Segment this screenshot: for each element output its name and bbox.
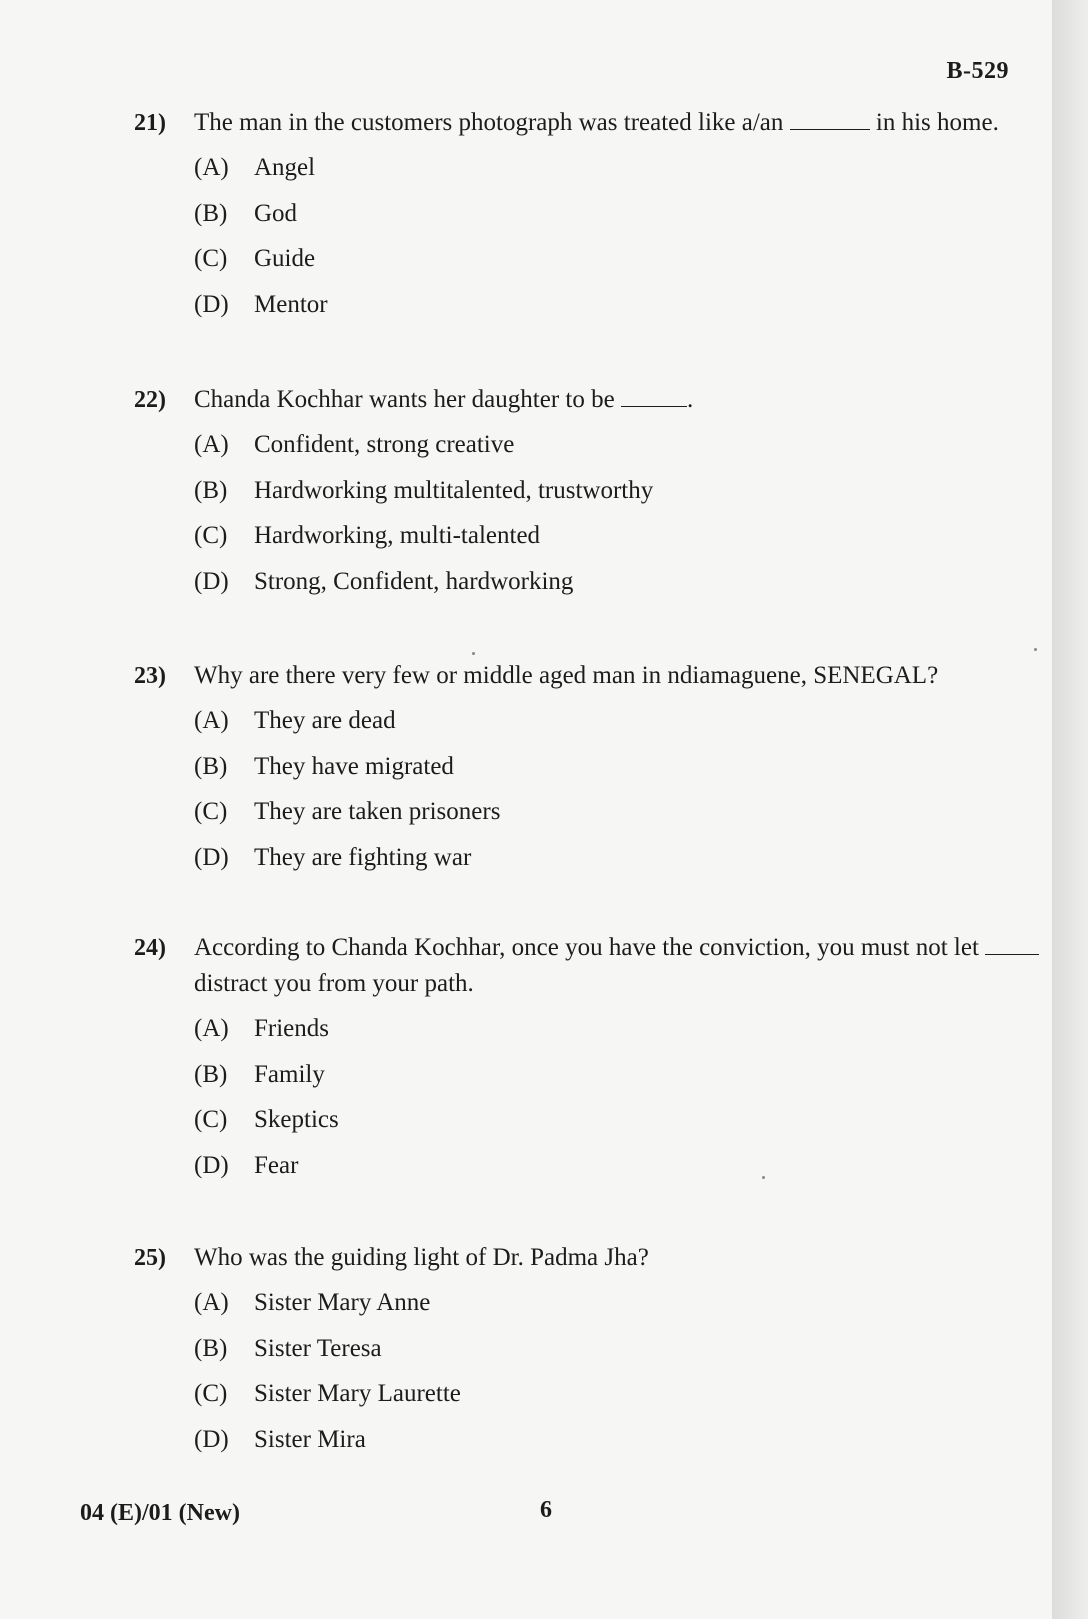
option-b — [194, 1331, 1049, 1377]
option-text: Fear — [254, 1151, 299, 1179]
option-letter: (A) — [194, 154, 229, 181]
option-text: They are taken prisoners — [254, 798, 501, 826]
options-list — [194, 150, 1049, 332]
question-number: 24) — [134, 935, 166, 961]
option-letter: (D) — [194, 1151, 229, 1179]
option-b — [194, 1057, 1049, 1103]
options-list — [194, 703, 1049, 885]
option-a — [194, 1011, 1049, 1057]
option-b — [194, 749, 1049, 795]
question-text — [194, 1240, 1049, 1276]
option-letter: (C) — [194, 798, 228, 826]
option-text: Guide — [254, 245, 316, 273]
option-text: Strong, Confident, hardworking — [254, 567, 574, 595]
option-text: Angel — [254, 154, 316, 181]
question-25 — [134, 1240, 1049, 1467]
option-letter: (D) — [194, 1425, 229, 1453]
question-number: 25) — [134, 1245, 166, 1271]
option-letter: (B) — [194, 752, 228, 780]
question-22 — [134, 382, 1049, 609]
option-d — [194, 287, 1049, 333]
page-number: 6 — [540, 1497, 552, 1523]
option-c — [194, 1376, 1049, 1422]
option-letter: (A) — [194, 707, 229, 734]
option-letter: (A) — [194, 431, 229, 458]
question-text — [194, 105, 1049, 141]
option-letter: (B) — [194, 476, 228, 504]
option-text: Sister Mira — [254, 1425, 366, 1453]
question-text-before: Who was the guiding light of Dr. Padma Jha? — [194, 1244, 649, 1271]
option-c — [194, 794, 1049, 840]
question-text-before: Chanda Kochhar wants her daughter to be — [194, 386, 621, 413]
question-23 — [134, 658, 1049, 885]
option-letter: (D) — [194, 567, 229, 595]
option-text: They are fighting war — [254, 843, 472, 871]
option-text: Mentor — [254, 290, 328, 318]
option-d — [194, 564, 1049, 610]
answer-blank — [621, 384, 687, 407]
answer-blank — [790, 107, 870, 130]
option-d — [194, 840, 1049, 886]
options-list — [194, 1011, 1049, 1193]
option-letter: (C) — [194, 245, 228, 273]
answer-blank — [985, 932, 1039, 955]
option-letter: (A) — [194, 1015, 229, 1042]
option-text: Hardworking, multi-talented — [254, 522, 541, 550]
option-d — [194, 1148, 1049, 1194]
option-letter: (B) — [194, 199, 228, 227]
option-b — [194, 473, 1049, 519]
question-stem — [134, 658, 1049, 694]
option-text: They are dead — [254, 707, 396, 734]
option-a — [194, 703, 1049, 749]
question-text-after: distract you from your path. — [194, 970, 474, 997]
option-text: Sister Mary Anne — [254, 1289, 431, 1316]
question-text-before: The man in the customers photograph was treated like a/an — [194, 109, 790, 136]
question-text-before: Why are there very few or middle aged man in ndiamaguene, SENEGAL? — [194, 662, 939, 689]
option-text: God — [254, 199, 298, 227]
question-stem — [134, 930, 1049, 1002]
option-letter: (C) — [194, 1380, 228, 1408]
option-text: Confident, strong creative — [254, 431, 515, 458]
question-stem — [134, 105, 1049, 141]
page-edge-shadow — [1052, 0, 1088, 1619]
option-letter: (B) — [194, 1060, 228, 1088]
option-a — [194, 150, 1049, 196]
question-stem — [134, 1240, 1049, 1276]
option-text: Sister Mary Laurette — [254, 1380, 461, 1408]
question-21 — [134, 105, 1049, 332]
option-text: Friends — [254, 1015, 329, 1042]
option-text: Skeptics — [254, 1106, 339, 1134]
option-letter: (C) — [194, 1106, 228, 1134]
option-letter: (D) — [194, 843, 229, 871]
option-d — [194, 1422, 1049, 1468]
question-text-after: in his home. — [869, 109, 999, 136]
option-c — [194, 241, 1049, 287]
option-letter: (C) — [194, 522, 228, 550]
question-stem — [134, 382, 1049, 418]
option-letter: (D) — [194, 290, 229, 318]
option-text: They have migrated — [254, 752, 454, 780]
scan-speck — [1034, 648, 1037, 651]
paper-code: 04 (E)/01 (New) — [80, 1500, 240, 1526]
page-code: B-529 — [946, 58, 1009, 84]
scan-speck — [472, 652, 475, 655]
option-letter: (B) — [194, 1334, 228, 1362]
options-list — [194, 1285, 1049, 1467]
option-a — [194, 427, 1049, 473]
question-24 — [134, 930, 1049, 1193]
option-text: Sister Teresa — [254, 1334, 382, 1362]
question-text — [194, 930, 1049, 1002]
option-a — [194, 1285, 1049, 1331]
options-list — [194, 427, 1049, 609]
option-letter: (A) — [194, 1289, 229, 1316]
question-text — [194, 658, 1049, 694]
scan-speck — [762, 1176, 765, 1179]
option-b — [194, 196, 1049, 242]
option-c — [194, 518, 1049, 564]
option-text: Hardworking multitalented, trustworthy — [254, 476, 654, 504]
question-text-before: According to Chanda Kochhar, once you have the conviction, you must not let — [194, 934, 986, 961]
option-c — [194, 1102, 1049, 1148]
question-number: 22) — [134, 387, 166, 413]
question-text — [194, 382, 1049, 418]
question-text-after: . — [686, 386, 694, 413]
question-number: 23) — [134, 663, 166, 689]
option-text: Family — [254, 1060, 325, 1088]
question-number: 21) — [134, 110, 166, 136]
